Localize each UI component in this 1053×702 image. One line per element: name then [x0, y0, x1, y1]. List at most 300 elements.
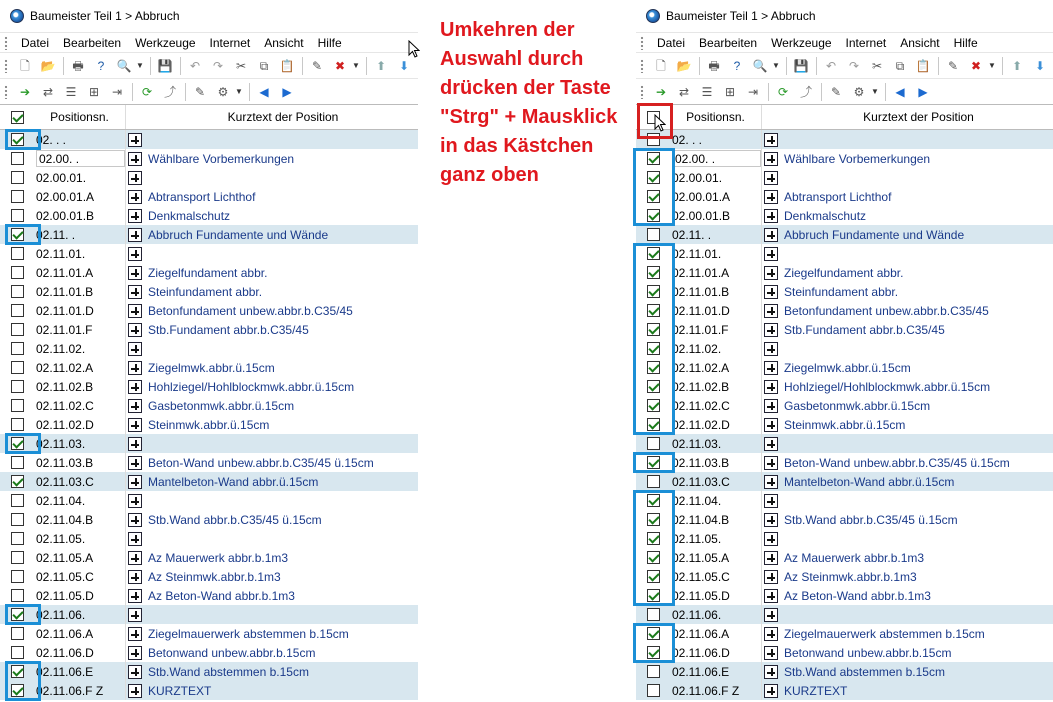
expand-plus-icon[interactable]: [128, 304, 142, 318]
row-checkbox[interactable]: [647, 399, 660, 412]
position-cell[interactable]: [670, 643, 762, 662]
table-row[interactable]: [0, 434, 418, 453]
menu-item-datei[interactable]: Datei: [21, 35, 50, 50]
expand-plus-icon[interactable]: [128, 665, 142, 679]
kurztext-cell[interactable]: [144, 627, 418, 641]
kurztext-cell[interactable]: [780, 266, 1053, 280]
row-checkbox[interactable]: [11, 627, 24, 640]
kurztext-cell[interactable]: [144, 228, 418, 242]
row-checkbox[interactable]: [647, 152, 660, 165]
table-row[interactable]: [636, 187, 1053, 206]
row-checkbox[interactable]: [11, 494, 24, 507]
position-cell[interactable]: [34, 586, 126, 605]
paste-icon[interactable]: 📋: [915, 58, 931, 73]
position-cell[interactable]: [34, 358, 126, 377]
expand-plus-icon[interactable]: [764, 513, 778, 527]
position-cell[interactable]: [670, 396, 762, 415]
expand-plus-icon[interactable]: [128, 190, 142, 204]
position-cell[interactable]: [670, 339, 762, 358]
dropdown-chevron-icon[interactable]: ▼: [136, 61, 144, 70]
position-cell[interactable]: [670, 244, 762, 263]
edit-icon[interactable]: ✎: [311, 58, 323, 73]
table-row[interactable]: [0, 605, 418, 624]
expand-plus-icon[interactable]: [764, 456, 778, 470]
grip-handle[interactable]: [4, 36, 8, 50]
menu-item-werkzeuge[interactable]: Werkzeuge: [771, 35, 832, 50]
table-row[interactable]: [0, 643, 418, 662]
table-row[interactable]: [636, 301, 1053, 320]
table-row[interactable]: [636, 681, 1053, 700]
row-checkbox[interactable]: [11, 551, 24, 564]
cut-icon[interactable]: ✂: [235, 58, 247, 73]
dropdown-chevron-icon[interactable]: ▼: [871, 87, 879, 96]
expand-plus-icon[interactable]: [764, 152, 778, 166]
table-row[interactable]: [0, 624, 418, 643]
expand-plus-icon[interactable]: [128, 475, 142, 489]
row-checkbox[interactable]: [647, 475, 660, 488]
kurztext-cell[interactable]: [780, 418, 1053, 432]
redo-icon[interactable]: ↷: [848, 58, 860, 73]
kurztext-cell[interactable]: [780, 551, 1053, 565]
row-checkbox[interactable]: [11, 228, 24, 241]
table-row[interactable]: [0, 244, 418, 263]
table-row[interactable]: [636, 643, 1053, 662]
save-icon[interactable]: 💾: [157, 58, 173, 73]
kurztext-cell[interactable]: [780, 456, 1053, 470]
row-checkbox[interactable]: [11, 133, 24, 146]
position-cell[interactable]: [34, 567, 126, 586]
save-icon[interactable]: 💾: [793, 58, 809, 73]
grip-handle[interactable]: [4, 59, 8, 73]
tree-icon[interactable]: ⊞: [88, 84, 100, 99]
kurztext-cell[interactable]: [780, 475, 1053, 489]
row-checkbox[interactable]: [647, 209, 660, 222]
row-checkbox[interactable]: [647, 171, 660, 184]
kurztext-cell[interactable]: [144, 570, 418, 584]
position-cell[interactable]: [670, 453, 762, 472]
up-arrow-icon[interactable]: ⬆: [1011, 58, 1023, 73]
open-icon[interactable]: 📂: [40, 58, 56, 73]
row-checkbox[interactable]: [647, 190, 660, 203]
row-checkbox[interactable]: [647, 380, 660, 393]
expand-plus-icon[interactable]: [128, 342, 142, 356]
kurztext-cell[interactable]: [780, 380, 1053, 394]
expand-plus-icon[interactable]: [764, 627, 778, 641]
row-checkbox[interactable]: [11, 380, 24, 393]
kurztext-cell[interactable]: [144, 361, 418, 375]
open-icon[interactable]: 📂: [676, 58, 692, 73]
kurztext-cell[interactable]: [144, 266, 418, 280]
position-cell[interactable]: [670, 567, 762, 586]
table-row[interactable]: [636, 548, 1053, 567]
row-checkbox[interactable]: [11, 589, 24, 602]
row-checkbox[interactable]: [11, 684, 24, 697]
table-row[interactable]: [636, 434, 1053, 453]
expand-plus-icon[interactable]: [764, 323, 778, 337]
expand-plus-icon[interactable]: [128, 437, 142, 451]
position-cell[interactable]: [34, 320, 126, 339]
position-cell[interactable]: [34, 472, 126, 491]
dropdown-chevron-icon[interactable]: ▼: [235, 87, 243, 96]
position-cell[interactable]: [670, 605, 762, 624]
expand-plus-icon[interactable]: [128, 513, 142, 527]
cut-icon[interactable]: ✂: [871, 58, 883, 73]
column-header-kurztext[interactable]: Kurztext der Position: [227, 110, 339, 124]
tree-icon[interactable]: ⊞: [724, 84, 736, 99]
table-row[interactable]: [636, 491, 1053, 510]
kurztext-cell[interactable]: [144, 513, 418, 527]
import-icon[interactable]: ➔: [655, 84, 667, 99]
kurztext-cell[interactable]: [780, 513, 1053, 527]
row-checkbox[interactable]: [647, 342, 660, 355]
expand-plus-icon[interactable]: [764, 475, 778, 489]
position-cell[interactable]: [670, 472, 762, 491]
delete-icon[interactable]: ✖: [334, 58, 346, 73]
grip-handle[interactable]: [640, 59, 644, 73]
help-icon[interactable]: ?: [733, 58, 741, 73]
kurztext-cell[interactable]: [780, 646, 1053, 660]
position-cell[interactable]: [34, 187, 126, 206]
table-row[interactable]: [0, 567, 418, 586]
menu-item-internet[interactable]: Internet: [209, 35, 251, 50]
menu-item-hilfe[interactable]: Hilfe: [317, 35, 342, 50]
expand-plus-icon[interactable]: [764, 532, 778, 546]
copy-icon[interactable]: ⧉: [259, 58, 269, 73]
table-row[interactable]: [0, 662, 418, 681]
table-row[interactable]: [0, 396, 418, 415]
row-checkbox[interactable]: [11, 247, 24, 260]
up-arrow-icon[interactable]: ⬆: [375, 58, 387, 73]
kurztext-cell[interactable]: [780, 361, 1053, 375]
kurztext-cell[interactable]: [144, 304, 418, 318]
table-row[interactable]: [636, 377, 1053, 396]
row-checkbox[interactable]: [11, 399, 24, 412]
position-cell[interactable]: [34, 510, 126, 529]
menu-item-werkzeuge[interactable]: Werkzeuge: [135, 35, 196, 50]
row-checkbox[interactable]: [647, 532, 660, 545]
row-checkbox[interactable]: [11, 171, 24, 184]
row-checkbox[interactable]: [647, 133, 660, 146]
kurztext-cell[interactable]: [144, 589, 418, 603]
expand-plus-icon[interactable]: [764, 551, 778, 565]
row-checkbox[interactable]: [11, 475, 24, 488]
transfer-icon[interactable]: ⇄: [678, 84, 690, 99]
position-cell[interactable]: [670, 168, 762, 187]
row-checkbox[interactable]: [11, 532, 24, 545]
position-cell[interactable]: [670, 263, 762, 282]
position-cell[interactable]: [34, 263, 126, 282]
row-checkbox[interactable]: [647, 589, 660, 602]
row-checkbox[interactable]: [647, 627, 660, 640]
column-header-position[interactable]: Positionsn.: [34, 105, 126, 129]
expand-plus-icon[interactable]: [128, 285, 142, 299]
position-cell[interactable]: [34, 225, 126, 244]
undo-icon[interactable]: ↶: [825, 58, 837, 73]
table-row[interactable]: [636, 624, 1053, 643]
kurztext-cell[interactable]: [144, 285, 418, 299]
position-cell[interactable]: [670, 586, 762, 605]
position-cell[interactable]: [34, 434, 126, 453]
row-checkbox[interactable]: [647, 646, 660, 659]
table-row[interactable]: [636, 244, 1053, 263]
table-row[interactable]: [0, 149, 418, 168]
table-row[interactable]: [636, 130, 1053, 149]
row-checkbox[interactable]: [11, 456, 24, 469]
expand-plus-icon[interactable]: [764, 589, 778, 603]
position-cell[interactable]: [34, 643, 126, 662]
expand-plus-icon[interactable]: [128, 361, 142, 375]
kurztext-cell[interactable]: [144, 209, 418, 223]
expand-plus-icon[interactable]: [128, 399, 142, 413]
kurztext-cell[interactable]: [144, 418, 418, 432]
position-cell[interactable]: [670, 358, 762, 377]
kurztext-cell[interactable]: [780, 399, 1053, 413]
table-row[interactable]: [0, 586, 418, 605]
menu-item-bearbeiten[interactable]: Bearbeiten: [699, 35, 758, 50]
note-icon[interactable]: ✎: [830, 84, 842, 99]
expand-plus-icon[interactable]: [764, 190, 778, 204]
table-row[interactable]: [0, 130, 418, 149]
expand-plus-icon[interactable]: [128, 228, 142, 242]
table-row[interactable]: [636, 225, 1053, 244]
copy-icon[interactable]: ⧉: [895, 58, 905, 73]
expand-plus-icon[interactable]: [128, 171, 142, 185]
new-icon[interactable]: 🗋: [20, 58, 30, 73]
position-cell[interactable]: [670, 130, 762, 149]
row-checkbox[interactable]: [647, 437, 660, 450]
kurztext-cell[interactable]: [780, 665, 1053, 679]
table-row[interactable]: [0, 529, 418, 548]
expand-plus-icon[interactable]: [128, 684, 142, 698]
menu-item-ansicht[interactable]: Ansicht: [900, 35, 940, 50]
grip-handle[interactable]: [640, 85, 644, 99]
expand-plus-icon[interactable]: [764, 494, 778, 508]
position-cell[interactable]: [670, 662, 762, 681]
list-icon[interactable]: ☰: [65, 84, 77, 99]
position-cell[interactable]: [34, 548, 126, 567]
edit-icon[interactable]: ✎: [947, 58, 959, 73]
row-checkbox[interactable]: [647, 266, 660, 279]
kurztext-cell[interactable]: [780, 285, 1053, 299]
table-row[interactable]: [636, 567, 1053, 586]
down-arrow-icon[interactable]: ⬇: [1034, 58, 1046, 73]
row-checkbox[interactable]: [647, 684, 660, 697]
row-checkbox[interactable]: [647, 361, 660, 374]
menu-item-ansicht[interactable]: Ansicht: [264, 35, 304, 50]
row-checkbox[interactable]: [11, 285, 24, 298]
expand-plus-icon[interactable]: [764, 247, 778, 261]
expand-plus-icon[interactable]: [764, 665, 778, 679]
expand-plus-icon[interactable]: [128, 266, 142, 280]
position-cell[interactable]: [34, 168, 126, 187]
grip-handle[interactable]: [4, 85, 8, 99]
kurztext-cell[interactable]: [144, 456, 418, 470]
expand-plus-icon[interactable]: [764, 437, 778, 451]
position-cell[interactable]: [670, 548, 762, 567]
column-header-position[interactable]: Positionsn.: [670, 105, 762, 129]
refresh-icon[interactable]: ⟳: [141, 84, 153, 99]
position-cell[interactable]: [34, 453, 126, 472]
dropdown-chevron-icon[interactable]: ▼: [352, 61, 360, 70]
table-row[interactable]: [636, 662, 1053, 681]
redo-icon[interactable]: ↷: [212, 58, 224, 73]
position-cell[interactable]: [34, 149, 126, 168]
table-row[interactable]: [0, 225, 418, 244]
position-cell[interactable]: [34, 282, 126, 301]
row-checkbox[interactable]: [11, 437, 24, 450]
menu-item-datei[interactable]: Datei: [657, 35, 686, 50]
table-row[interactable]: [636, 415, 1053, 434]
position-cell[interactable]: [670, 282, 762, 301]
row-checkbox[interactable]: [647, 513, 660, 526]
table-row[interactable]: [0, 168, 418, 187]
help-icon[interactable]: ?: [97, 58, 105, 73]
position-cell[interactable]: [670, 320, 762, 339]
position-cell[interactable]: [34, 415, 126, 434]
expand-plus-icon[interactable]: [128, 627, 142, 641]
position-cell[interactable]: [670, 415, 762, 434]
kurztext-cell[interactable]: [144, 380, 418, 394]
kurztext-cell[interactable]: [780, 323, 1053, 337]
table-row[interactable]: [636, 339, 1053, 358]
row-checkbox[interactable]: [11, 418, 24, 431]
expand-plus-icon[interactable]: [128, 152, 142, 166]
row-checkbox[interactable]: [647, 570, 660, 583]
position-cell[interactable]: [670, 529, 762, 548]
print-icon[interactable]: 🖶: [708, 58, 720, 73]
row-checkbox[interactable]: [11, 570, 24, 583]
kurztext-cell[interactable]: [144, 475, 418, 489]
position-cell[interactable]: [34, 244, 126, 263]
row-checkbox[interactable]: [11, 361, 24, 374]
expand-plus-icon[interactable]: [764, 361, 778, 375]
table-row[interactable]: [0, 187, 418, 206]
position-cell[interactable]: [670, 434, 762, 453]
expand-plus-icon[interactable]: [764, 209, 778, 223]
expand-plus-icon[interactable]: [128, 209, 142, 223]
row-checkbox[interactable]: [647, 608, 660, 621]
table-row[interactable]: [636, 282, 1053, 301]
kurztext-cell[interactable]: [780, 570, 1053, 584]
row-checkbox[interactable]: [11, 513, 24, 526]
expand-plus-icon[interactable]: [128, 646, 142, 660]
table-row[interactable]: [0, 681, 418, 700]
expand-plus-icon[interactable]: [128, 323, 142, 337]
position-cell[interactable]: [34, 491, 126, 510]
undo-icon[interactable]: ↶: [189, 58, 201, 73]
table-row[interactable]: [0, 377, 418, 396]
forward-icon[interactable]: ▶: [282, 84, 292, 99]
expand-plus-icon[interactable]: [764, 133, 778, 147]
link-icon[interactable]: ⤴: [163, 84, 176, 99]
row-checkbox[interactable]: [11, 209, 24, 222]
position-cell[interactable]: [670, 624, 762, 643]
expand-plus-icon[interactable]: [764, 608, 778, 622]
menu-item-internet[interactable]: Internet: [845, 35, 887, 50]
position-cell[interactable]: [34, 681, 126, 700]
kurztext-cell[interactable]: [780, 627, 1053, 641]
expand-plus-icon[interactable]: [764, 570, 778, 584]
expand-plus-icon[interactable]: [128, 456, 142, 470]
column-header-kurztext[interactable]: Kurztext der Position: [863, 110, 974, 124]
expand-plus-icon[interactable]: [128, 418, 142, 432]
row-checkbox[interactable]: [647, 418, 660, 431]
table-row[interactable]: [636, 206, 1053, 225]
new-icon[interactable]: 🗋: [656, 58, 666, 73]
table-row[interactable]: [0, 358, 418, 377]
position-cell[interactable]: [670, 187, 762, 206]
table-row[interactable]: [0, 320, 418, 339]
kurztext-cell[interactable]: [144, 684, 418, 698]
row-checkbox[interactable]: [647, 285, 660, 298]
row-checkbox[interactable]: [11, 304, 24, 317]
table-row[interactable]: [0, 301, 418, 320]
link-icon[interactable]: ⤴: [799, 84, 812, 99]
expand-plus-icon[interactable]: [764, 399, 778, 413]
position-cell[interactable]: [670, 149, 762, 168]
delete-icon[interactable]: ✖: [970, 58, 982, 73]
table-row[interactable]: [0, 415, 418, 434]
row-checkbox[interactable]: [11, 646, 24, 659]
position-cell[interactable]: [34, 396, 126, 415]
select-all-checkbox[interactable]: [11, 111, 24, 124]
position-cell[interactable]: [34, 130, 126, 149]
row-checkbox[interactable]: [11, 323, 24, 336]
kurztext-cell[interactable]: [144, 152, 418, 166]
kurztext-cell[interactable]: [144, 190, 418, 204]
row-checkbox[interactable]: [647, 323, 660, 336]
tools-icon[interactable]: ⚙: [217, 84, 229, 99]
kurztext-cell[interactable]: [780, 152, 1053, 166]
table-row[interactable]: [636, 358, 1053, 377]
expand-plus-icon[interactable]: [764, 646, 778, 660]
export-icon[interactable]: ⇥: [747, 84, 759, 99]
position-cell[interactable]: [34, 624, 126, 643]
position-cell[interactable]: [670, 491, 762, 510]
menu-item-hilfe[interactable]: Hilfe: [953, 35, 978, 50]
table-row[interactable]: [636, 168, 1053, 187]
down-arrow-icon[interactable]: ⬇: [398, 58, 410, 73]
kurztext-cell[interactable]: [144, 665, 418, 679]
dropdown-chevron-icon[interactable]: ▼: [772, 61, 780, 70]
import-icon[interactable]: ➔: [19, 84, 31, 99]
expand-plus-icon[interactable]: [128, 608, 142, 622]
kurztext-cell[interactable]: [780, 304, 1053, 318]
expand-plus-icon[interactable]: [128, 494, 142, 508]
table-row[interactable]: [0, 263, 418, 282]
table-row[interactable]: [636, 605, 1053, 624]
position-cell[interactable]: [34, 662, 126, 681]
position-cell[interactable]: [34, 206, 126, 225]
position-cell[interactable]: [670, 301, 762, 320]
row-checkbox[interactable]: [647, 228, 660, 241]
expand-plus-icon[interactable]: [764, 418, 778, 432]
list-icon[interactable]: ☰: [701, 84, 713, 99]
note-icon[interactable]: ✎: [194, 84, 206, 99]
table-row[interactable]: [636, 510, 1053, 529]
expand-plus-icon[interactable]: [764, 684, 778, 698]
row-checkbox[interactable]: [647, 304, 660, 317]
grip-handle[interactable]: [640, 36, 644, 50]
table-row[interactable]: [0, 282, 418, 301]
table-row[interactable]: [636, 453, 1053, 472]
expand-plus-icon[interactable]: [128, 532, 142, 546]
row-checkbox[interactable]: [11, 665, 24, 678]
kurztext-cell[interactable]: [780, 209, 1053, 223]
table-row[interactable]: [636, 396, 1053, 415]
position-cell[interactable]: [670, 510, 762, 529]
expand-plus-icon[interactable]: [764, 342, 778, 356]
